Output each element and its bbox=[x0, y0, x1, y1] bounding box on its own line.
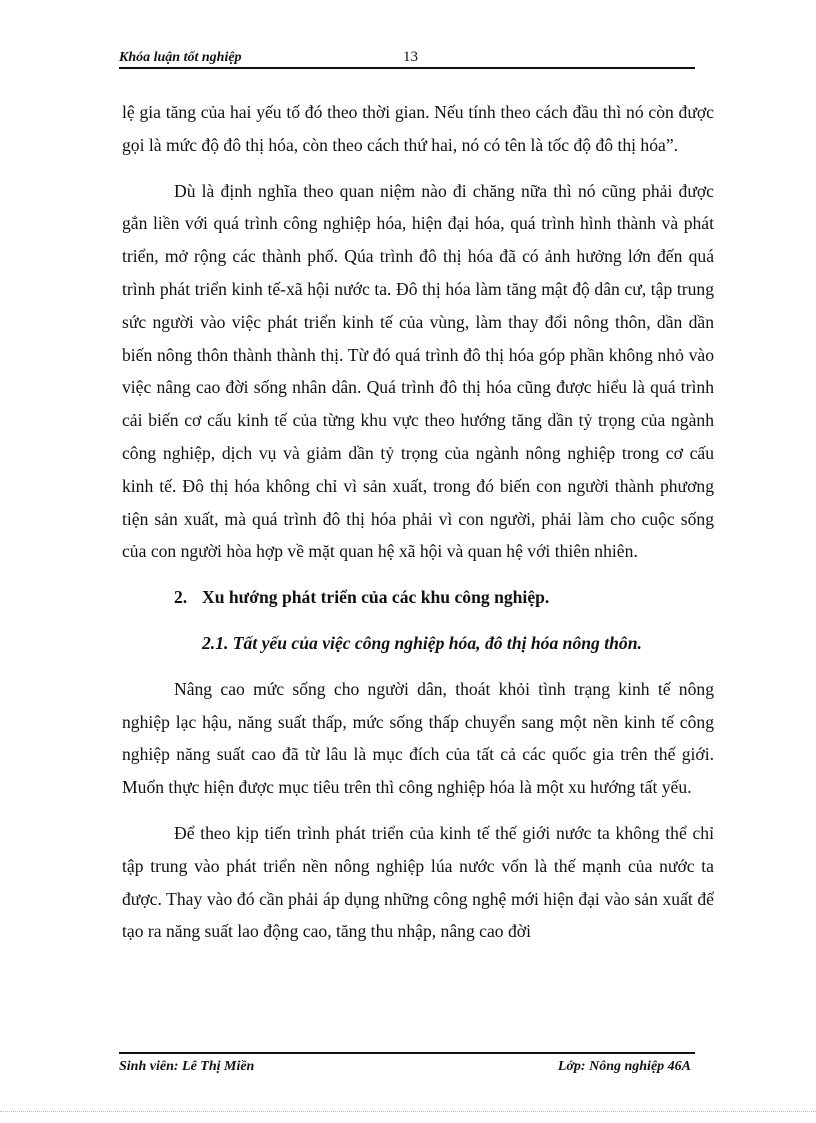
paragraph-living-standards: Nâng cao mức sống cho người dân, thoát khỏi tình trạng kinh tế nông nghiệp lạc hậu, năng suất thấp, mức sống thấp chuyển sang một nền kinh tế công nghiệp năng suất cao đã từ lâu là mục đích của tất cả các quốc gia trên thế giới. Muốn thực hiện được mục tiêu trên thì công nghiệp hóa là một xu hướng tất yếu. bbox=[122, 678, 714, 798]
document-body bbox=[122, 96, 714, 948]
paragraph-continuation: lệ gia tăng của hai yếu tố đó theo thời gian. Nếu tính theo cách đầu thì nó còn được gọi là mức độ đô thị hóa, còn theo cách thứ hai, nó có tên là tốc độ đô thị hóa”. bbox=[122, 102, 714, 155]
section-heading bbox=[122, 581, 714, 614]
page-header bbox=[119, 48, 695, 70]
page-edge-divider bbox=[0, 1111, 816, 1112]
paragraph-development: Để theo kịp tiến trình phát triển của kinh tế thế giới nước ta không thể chỉ tập trung vào phát triển nền nông nghiệp lúa nước vốn là thế mạnh của nước ta được. Thay vào đó cần phải áp dụng những công nghệ mới hiện đại vào sản xuất để tạo ra năng suất lao động cao, tăng thu nhập, nâng cao đời bbox=[122, 822, 714, 942]
section-title: Xu hướng phát triển của các khu công nghiệp. bbox=[202, 587, 550, 608]
header-title: Khóa luận tốt nghiệp bbox=[119, 50, 242, 65]
footer-student: Sinh viên: Lê Thị Miền bbox=[119, 1059, 255, 1074]
paragraph-urbanization: Dù là định nghĩa theo quan niệm nào đi chăng nữa thì nó cũng phải được gắn liền với quá trình công nghiệp hóa, hiện đại hóa, quá trình hình thành và phát triển, mở rộng các thành phố. Qúa trình đô thị hóa đã có ảnh hưởng lớn đến quá trình phát triển kinh tế-xã hội nước ta. Đô thị hóa làm tăng mật độ dân cư, tập trung sức người vào việc phát triển kinh tế của vùng, làm thay đổi nông thôn, dần dần biến nông thôn thành thành thị. Từ đó quá trình đô thị hóa góp phần không nhỏ vào việc nâng cao đời sống nhân dân. Quá trình đô thị hóa cũng được hiểu là quá trình cải biến cơ cấu kinh tế của từng khu vực theo hướng tăng dần tỷ trọng của ngành công nghiệp, dịch vụ và giảm dần tỷ trọng của ngành nông nghiệp trong cơ cấu kinh tế. Đô thị hóa không chỉ vì sản xuất, trong đó biến con người thành phương tiện sản xuất, mà quá trình đô thị hóa phải vì con người, phải làm cho cuộc sống của con người hòa hợp về mặt quan hệ xã hội và quan hệ với thiên nhiên. bbox=[122, 180, 714, 562]
header-rule bbox=[119, 67, 695, 69]
footer-class: Lớp: Nông nghiệp 46A bbox=[557, 1059, 691, 1074]
footer-rule bbox=[119, 1052, 695, 1054]
page-number: 13 bbox=[403, 49, 418, 65]
subsection-heading: 2.1. Tất yếu của việc công nghiệp hóa, đô thị hóa nông thôn. bbox=[202, 632, 642, 653]
page-footer bbox=[119, 1052, 695, 1078]
section-number: 2. bbox=[174, 587, 188, 608]
